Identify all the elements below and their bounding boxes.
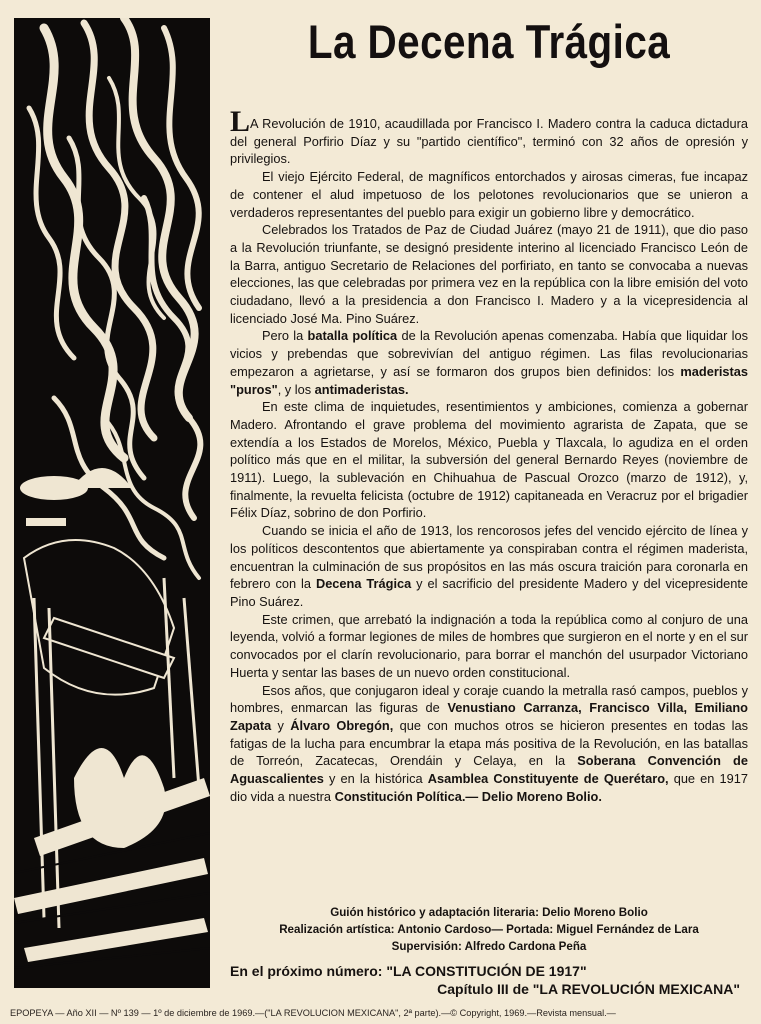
text-run: Este crimen, que arrebató la indignación a toda la república como al conjuro de una leyenda, volvió a formar legiones de miles de hombres que surgieron en el norte y en el sur convocados por el clarín revolucionario, para borrar el manchón del usurpador Victoriano Huerta y sentar las bases de un nuevo orden constitucional.: [230, 611, 748, 680]
text-run: Esos años, que conjugaron ideal y coraje cuando la metralla rasó campos, pueblos y hombres, enmarcan las figuras de: [230, 682, 748, 716]
bold-run: Constitución Política.— Delio Moreno Bolio.: [334, 788, 602, 804]
article-paragraph: [230, 398, 748, 522]
bold-run: maderistas "puros": [230, 363, 748, 397]
credits-art: Realización artística: Antonio Cardoso— Portada: Miguel Fernández de Lara: [279, 923, 699, 936]
bold-run: Álvaro Obregón,: [290, 717, 394, 733]
article-paragraph: [230, 168, 748, 221]
credits-supervision: Supervisión: Alfredo Cardona Peña: [391, 940, 587, 953]
text-run: y: [271, 717, 291, 733]
text-run: que con muchos otros se hicieron presentes en todas las fatigas de la lucha para encumbrar la etapa más positiva de la Revolución, en las batallas de Torreón, Zacatecas, Orendáin y Celaya, en la: [230, 717, 748, 769]
text-run: Pero la: [262, 328, 308, 344]
illustration-art: [14, 18, 210, 988]
text-run: Cuando se inicia el año de 1913, los rencorosos jefes del vencido ejército de línea y los políticos descontentos que abiertamente ya conspiraban contra el régimen maderista, encuentran la culminación de sus propósitos en las más oscura traición para coronarla en febrero con la: [230, 523, 748, 592]
text-run: y en la histórica: [323, 771, 428, 787]
bold-run: Soberana Convención de Aguascalientes: [230, 753, 748, 787]
drop-cap: L: [230, 105, 251, 138]
article-paragraph: [230, 327, 748, 398]
article-paragraph: [230, 522, 748, 611]
text-run: A Revolución de 1910, acaudillada por Francisco I. Madero contra la caduca dictadura del general Porfirio Díaz y su "partido científico", terminó con 32 años de opresión y privilegios.: [230, 116, 748, 167]
next-issue-line1: En el próximo número: "LA CONSTITUCIÓN DE 1917": [230, 963, 587, 979]
revolution-illustration: [14, 18, 210, 988]
article-body: [230, 105, 749, 805]
credits-block: [230, 904, 748, 955]
text-run: Celebrados los Tratados de Paz de Ciudad Juárez (mayo 21 de 1911), que dio paso a la Revolución triunfante, se designó presidente interino al licenciado Francisco León de la Barra, antiguo Secretario de Relaciones del porfiriato, en tanto se convocaba a nuevas elecciones, las que celebradas por primera vez en la república con la libre emisión del voto ciudadano, llevó a la presidencia a don Francisco I. Madero y a la vicepresidencia al licenciado José Ma. Pino Suárez.: [230, 222, 748, 326]
page-title: La Decena Trágica: [307, 15, 671, 68]
article-paragraph: [230, 221, 748, 327]
text-run: El viejo Ejército Federal, de magníficos entorchados y airosas cimeras, fue incapaz de contener el alud impetuoso de los pelotones revolucionarios que se unieron a verdaderos representantes del pueblo para exigir un gobierno libre y democrático.: [230, 169, 748, 220]
next-issue-notice: [230, 962, 748, 998]
text-run: de la Revolución apenas comenzaba. Había que liquidar los vicios y prebendas que sobrevivían del antiguo régimen. Las filas revolucionarias empezaron a agrietarse, y así se formaron dos grupos bien definidos: los: [230, 328, 748, 379]
credits-script: Guión histórico y adaptación literaria: Delio Moreno Bolio: [330, 906, 648, 919]
bold-run: batalla política: [307, 328, 398, 344]
article-paragraph: [230, 682, 748, 806]
article-paragraph: [230, 105, 748, 168]
bold-run: Asamblea Constituyente de Querétaro,: [427, 771, 669, 787]
text-run: , y los: [277, 381, 315, 397]
bold-run: Decena Trágica: [315, 576, 412, 592]
page-footer: EPOPEYA — Año XII — Nº 139 — 1º de diciembre de 1969.—("LA REVOLUCION MEXICANA", 2ª parte).—© Copyright, 1969.—Revista mensual.—: [10, 1008, 616, 1018]
next-issue-line2: Capítulo III de "LA REVOLUCIÓN MEXICANA": [437, 981, 740, 997]
text-run: En este clima de inquietudes, resentimientos y ambiciones, comienza a gobernar Madero. Afrontando el grave problema del movimiento agrarista de Zapata, que se extendía a los Estados de Morelos, México, Puebla y Tlaxcala, lo agudiza en el orden político más que en el militar, la subversión del general Bernardo Reyes (noviembre de 1911). Luego, la sublevación en Chihuahua de Pascual Orozco (marzo de 1912), y, finalmente, la revuelta felicista (octubre de 1912) capitaneada en Veracruz por el brigadier Félix Díaz, sobrino de don Porfirio.: [230, 399, 748, 521]
bold-run: antimaderistas.: [314, 381, 409, 397]
text-run: que en 1917 dio vida a nuestra: [230, 771, 749, 804]
article-paragraph: [230, 611, 748, 682]
text-run: y el sacrificio del presidente Madero y del vicepresidente Pino Suárez.: [230, 576, 748, 609]
bold-run: Venustiano Carranza, Francisco Villa, Emiliano Zapata: [230, 700, 748, 733]
